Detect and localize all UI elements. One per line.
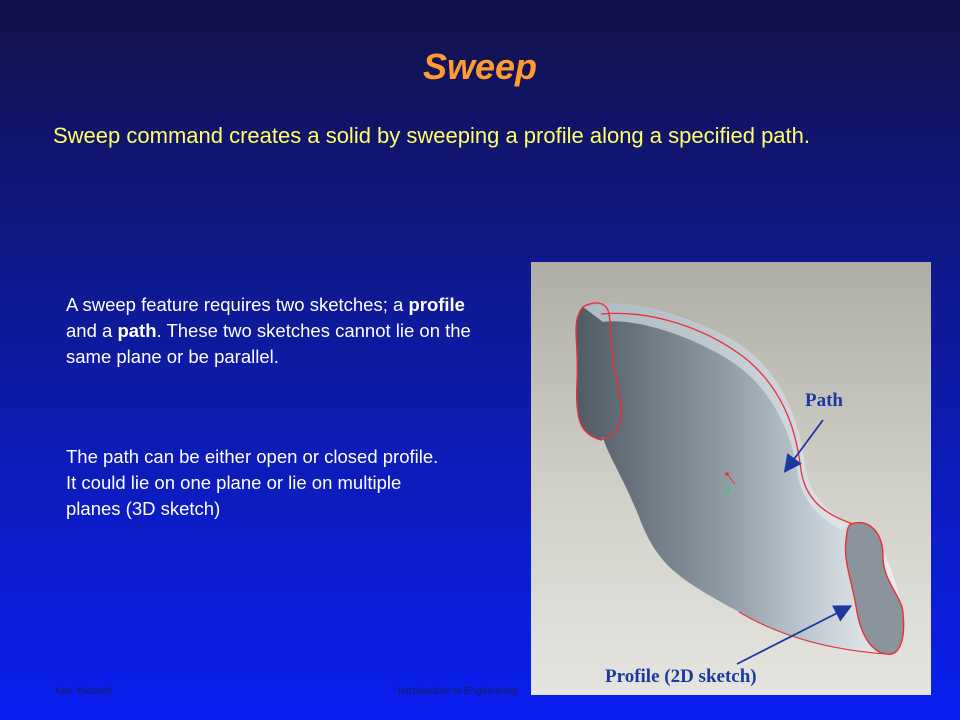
profile-label: Profile (2D sketch) bbox=[605, 666, 757, 687]
requirements-text-mid: and a bbox=[66, 320, 118, 341]
requirements-text-end: . These two sketches cannot lie on the same plane or be parallel. bbox=[66, 320, 471, 367]
sweep-requirements-paragraph bbox=[66, 292, 496, 370]
slide-title: Sweep bbox=[422, 46, 538, 87]
profile-keyword: profile bbox=[408, 294, 465, 315]
footer-course: Introduction to Engineering bbox=[398, 686, 518, 697]
path-types-paragraph: The path can be either open or closed profile. It could lie on one plane or lie on multiple planes (3D sketch) bbox=[66, 446, 439, 519]
path-keyword: path bbox=[117, 320, 157, 341]
sweep-model-figure bbox=[531, 262, 931, 695]
swept-solid-illustration bbox=[531, 262, 931, 695]
path-label: Path bbox=[805, 390, 843, 411]
footer-author: Ken Youssefi bbox=[55, 686, 113, 697]
intro-text: Sweep command creates a solid by sweeping a profile along a specified path. bbox=[53, 123, 811, 148]
requirements-text-start: A sweep feature requires two sketches; a bbox=[66, 294, 409, 315]
